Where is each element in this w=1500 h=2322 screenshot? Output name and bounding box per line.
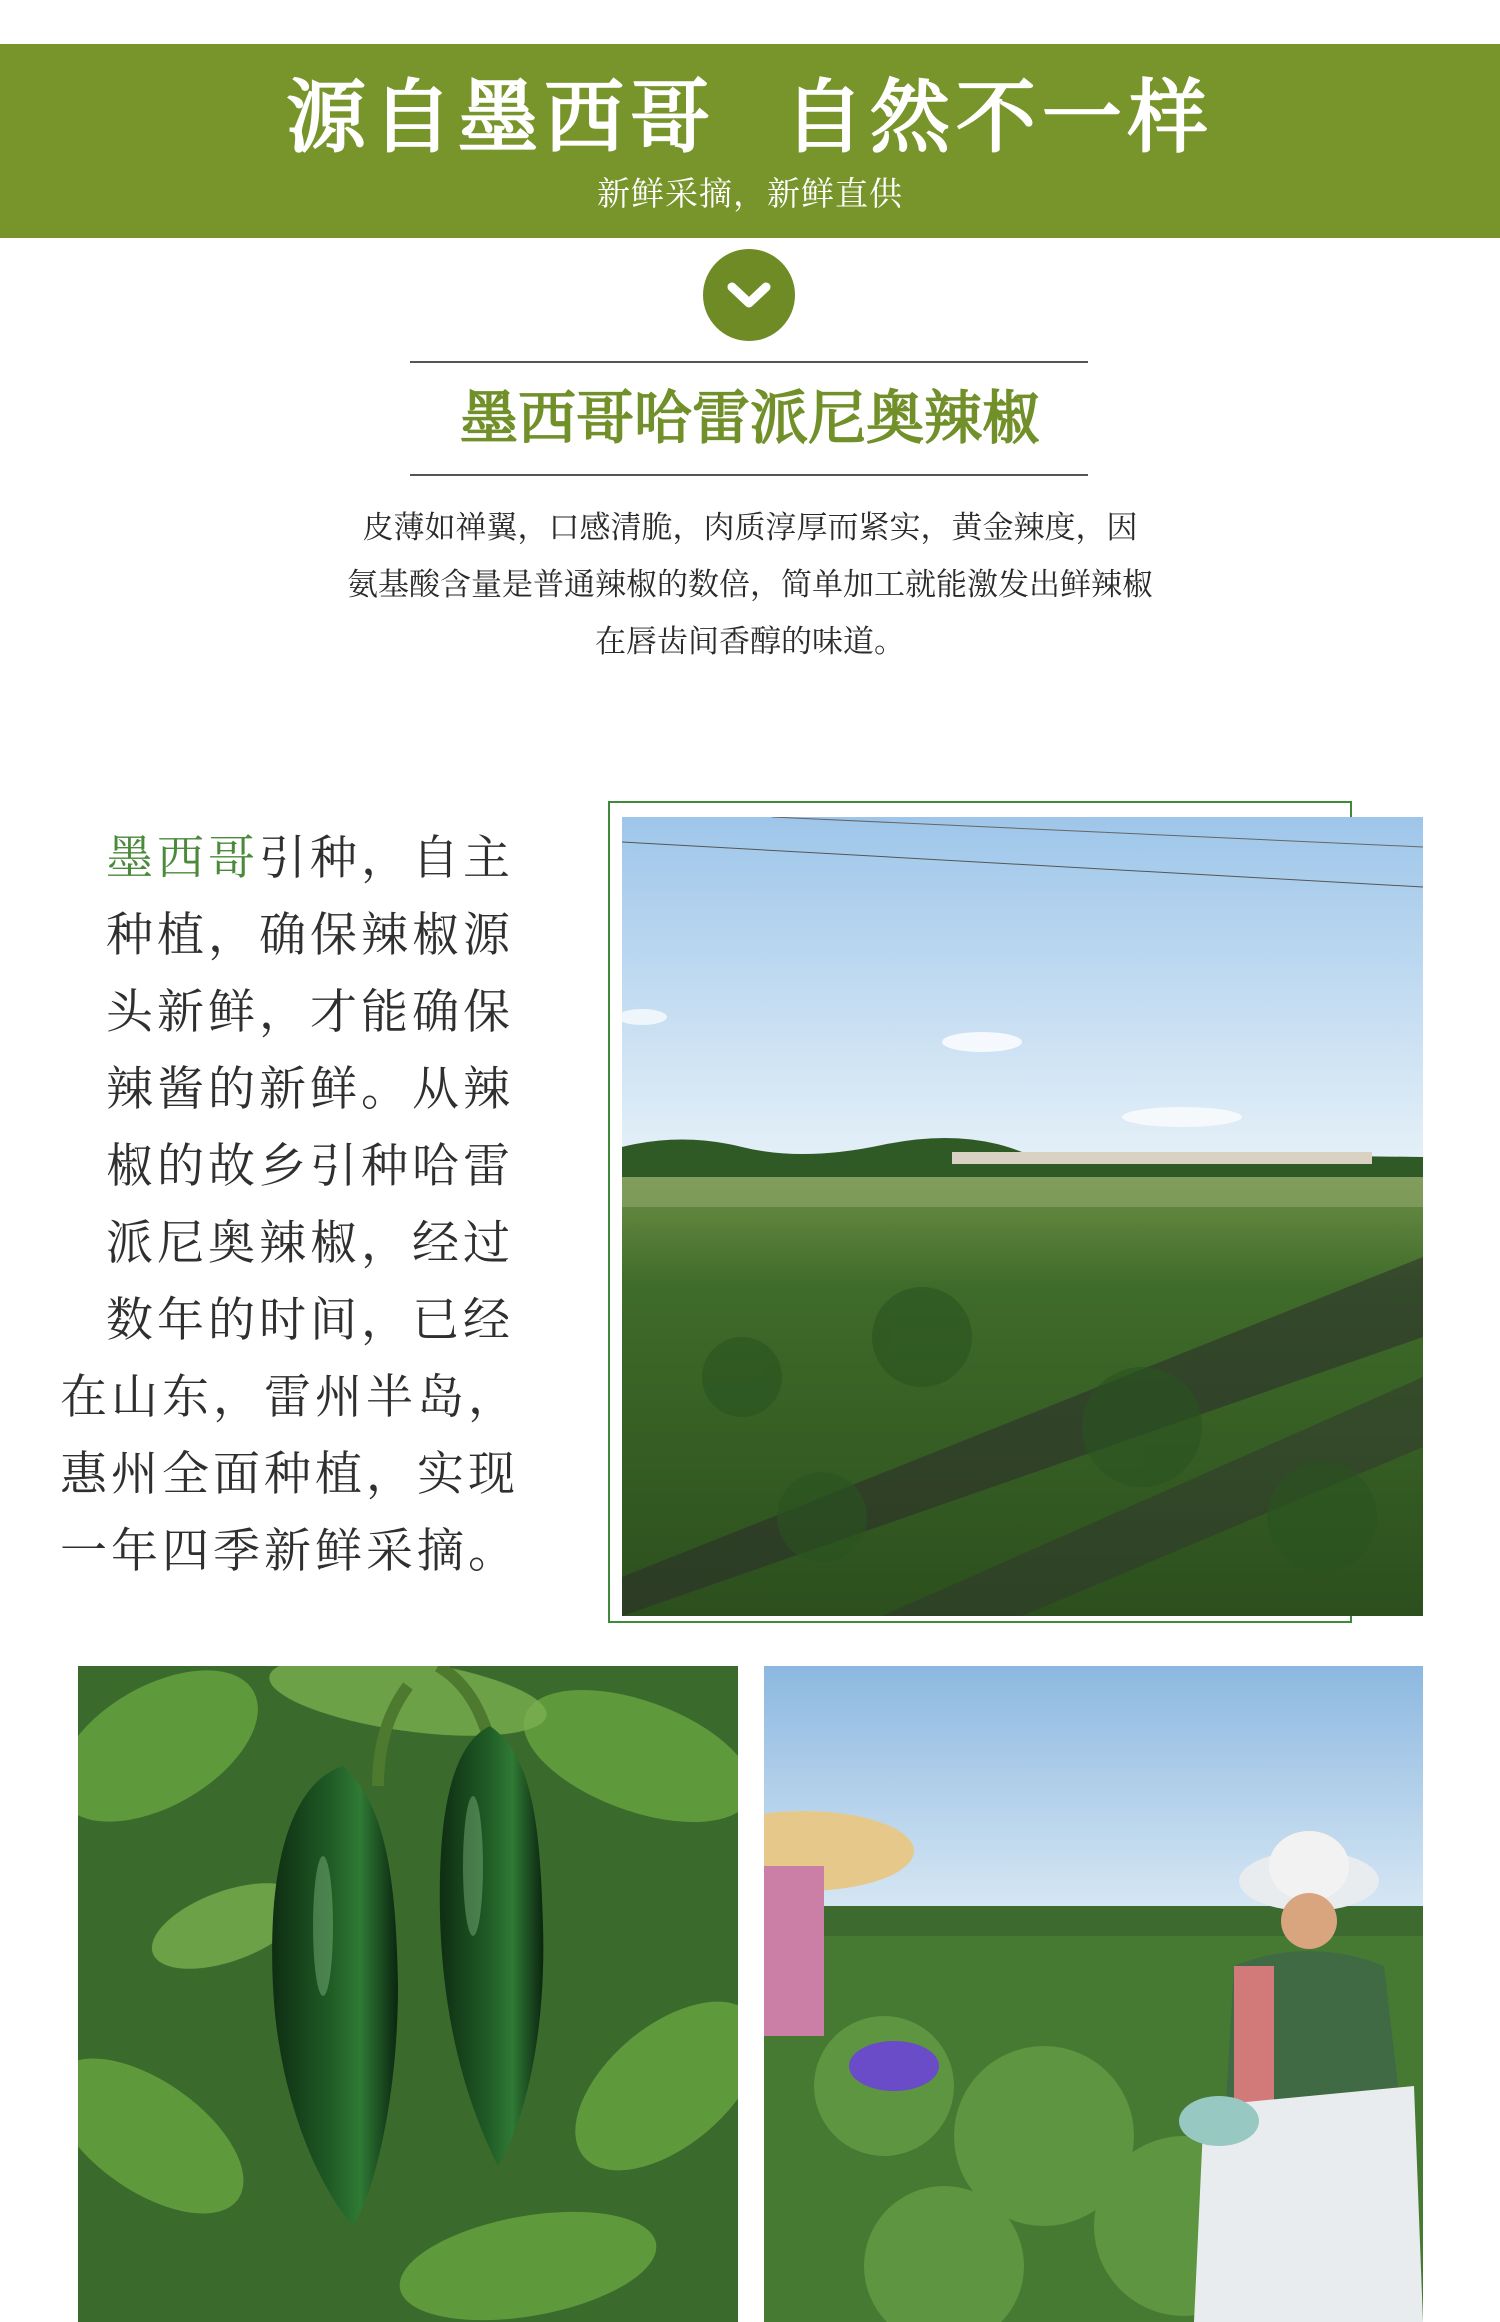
story-line: 椒的故乡引种哈雷 — [106, 1139, 514, 1194]
story-line: 数年的时间，已经 — [106, 1293, 514, 1348]
pepper-field-photo — [622, 817, 1423, 1616]
origin-story — [60, 820, 590, 1590]
story-line: 种植，确保辣椒源 — [106, 908, 514, 963]
harvest-workers-photo — [764, 1666, 1423, 2322]
title-rule-top — [410, 361, 1088, 363]
banner-subtitle: 新鲜采摘，新鲜直供 — [597, 174, 903, 213]
description-line: 在唇齿间香醇的味道。 — [595, 624, 905, 660]
description-line: 氨基酸含量是普通辣椒的数倍，简单加工就能激发出鲜辣椒 — [347, 567, 1153, 603]
banner-title: 源自墨西哥 自然不一样 — [286, 71, 1214, 164]
jalapeno-closeup-photo — [78, 1666, 738, 2322]
story-line: 惠州全面种植，实现 — [60, 1447, 519, 1502]
story-line: 一年四季新鲜采摘。 — [60, 1524, 519, 1579]
story-line: 派尼奥辣椒，经过 — [106, 1216, 514, 1271]
story-line: 在山东，雷州半岛， — [60, 1370, 519, 1425]
story-line: 头新鲜，才能确保 — [106, 985, 514, 1040]
product-description — [200, 500, 1300, 671]
story-line: 辣酱的新鲜。从辣 — [106, 1062, 514, 1117]
section-title: 墨西哥哈雷派尼奥辣椒 — [459, 384, 1040, 452]
description-line: 皮薄如禅翼，口感清脆，肉质淳厚而紧实，黄金辣度，因 — [362, 510, 1138, 546]
title-rule-bottom — [410, 474, 1088, 476]
story-highlight: 墨西哥 — [106, 831, 259, 886]
story-line-1: 墨西哥引种，自主 — [106, 831, 514, 886]
chevron-down-icon — [703, 249, 795, 341]
header-banner — [0, 44, 1500, 238]
